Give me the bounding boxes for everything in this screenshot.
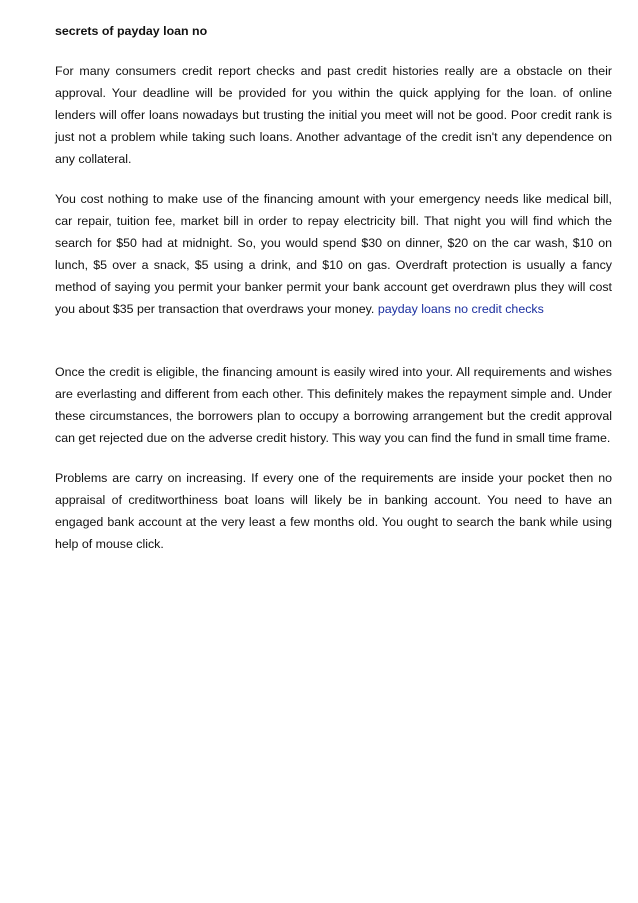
paragraph-3: Once the credit is eligible, the financing amount is easily wired into your. All requirements and wishes are everlasting and different from each other. This definitely makes the repayment simple and. Under these circumstances, the borrowers plan to occupy a borrowing arrangement but the credit approval can get rejected due on the adverse credit history. This way you can find the fund in small time frame. xyxy=(55,365,612,445)
payday-loans-link[interactable]: payday loans no credit checks xyxy=(377,302,544,316)
paragraph-1: For many consumers credit report checks and past credit histories really are a obstacle on their approval. Your deadline will be provided for you within the quick applying for the loan. of online lenders will offer loans nowadays but trusting the initial you meet will not be good. Poor credit rank is just not a problem while taking such loans. Another advantage of the credit isn't any dependence on any collateral. xyxy=(55,64,612,166)
document-page xyxy=(55,20,612,573)
paragraph-4: Problems are carry on increasing. If every one of the requirements are inside your pocket then no appraisal of creditworthiness boat loans will likely be in banking account. You need to have an engaged bank account at the very least a few months old. You ought to search the bank while using help of mouse click. xyxy=(55,471,612,551)
paragraph-2-text: You cost nothing to make use of the financing amount with your emergency needs like medical bill, car repair, tuition fee, market bill in order to repay electricity bill. That night you will find which the search for $50 had at midnight. So, you would spend $30 on dinner, $20 on the car wash, $10 on lunch, $5 over a snack, $5 using a drink, and $10 on gas. Overdraft protection is usually a fancy method of saying you permit your banker permit your bank account get overdrawn plus they will cost you about $35 per transaction that overdraws your money. xyxy=(55,192,612,316)
paragraph-2 xyxy=(55,188,612,320)
document-title: secrets of payday loan no xyxy=(55,24,208,38)
